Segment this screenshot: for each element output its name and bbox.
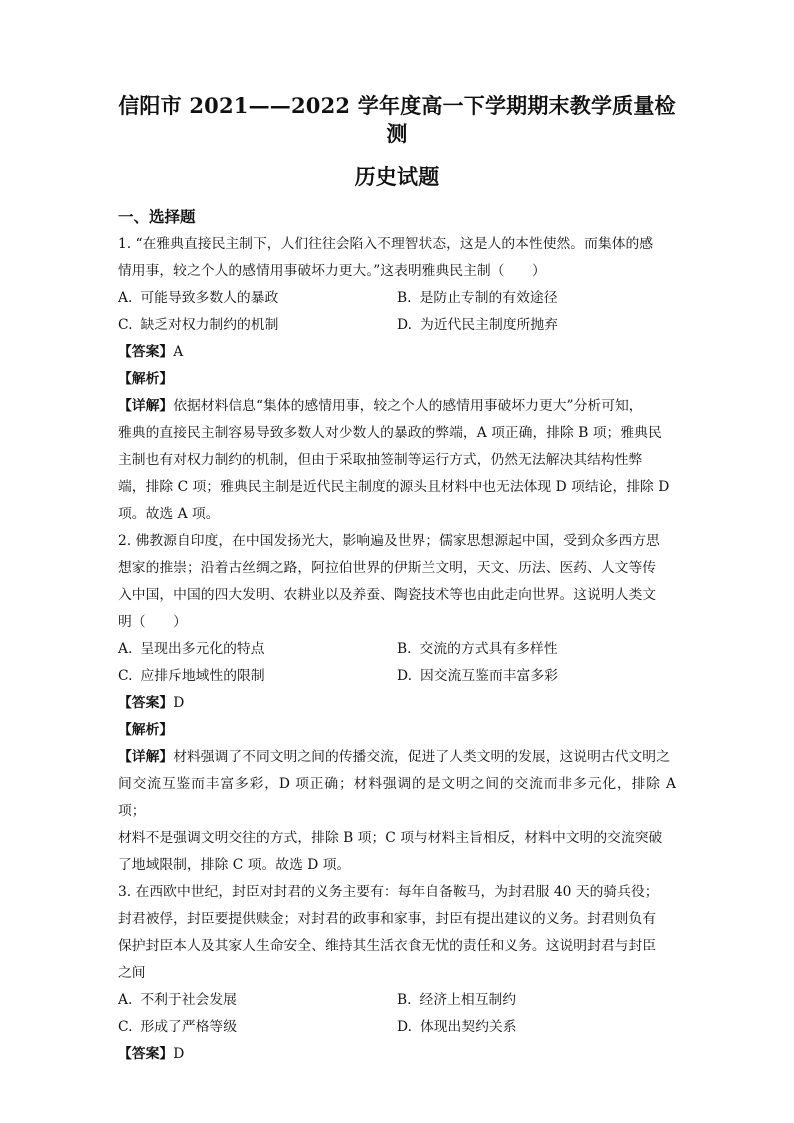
answer-line xyxy=(118,1041,676,1068)
option-text: 可能导致多数人的暴政 xyxy=(140,290,279,306)
option-b xyxy=(397,285,676,312)
option-text: 是防止专制的有效途径 xyxy=(419,290,558,306)
detail-line: 了地域限制，排除 C 项。故选 D 项。 xyxy=(118,857,351,873)
answer-line xyxy=(118,690,676,717)
answer-value: D xyxy=(173,1046,185,1062)
detail-line: 主制也有对权力制约的机制，但由于采取抽签制等运行方式，仍然无法解决其结构性弊 xyxy=(118,452,643,468)
option-a xyxy=(118,285,397,312)
detail-line: 端，排除 C 项；雅典民主制是近代民主制度的源头且材料中也无法体现 D 项结论，排除 D xyxy=(118,479,670,495)
analysis-label: 【解析】 xyxy=(118,722,174,738)
detail-line: 雅典的直接民主制容易导致多数人对少数人的暴政的弊端，A 项正确，排除 B 项；雅典民 xyxy=(118,425,662,441)
option-b xyxy=(397,636,676,663)
option-a xyxy=(118,636,397,663)
options xyxy=(118,285,676,339)
answer-line xyxy=(118,339,676,366)
section-heading: 一、选择题 xyxy=(118,207,196,226)
question-stem-line: 入中国，中国的四大发明、农耕业以及养蚕、陶瓷技术等也由此走向世界。这说明人类文 xyxy=(118,587,657,603)
option-letter: D. xyxy=(397,1019,412,1035)
question-stem-line: 3. 在西欧中世纪，封臣对封君的义务主要有：每年自备鞍马，为封君服 40 天的骑兵役； xyxy=(118,884,659,900)
option-text: 不利于社会发展 xyxy=(140,992,237,1008)
option-text: 因交流互鉴而丰富多彩 xyxy=(419,668,558,684)
options xyxy=(118,987,676,1041)
option-letter: C. xyxy=(118,1019,133,1035)
detail-line xyxy=(118,744,676,771)
option-c xyxy=(118,663,397,690)
option-letter: A. xyxy=(118,641,133,657)
answer-label: 【答案】 xyxy=(118,344,174,360)
option-c xyxy=(118,312,397,339)
option-text: 形成了严格等级 xyxy=(140,1019,238,1035)
question-stem-line: 情用事，较之个人的感情用事破坏力更大。”这表明雅典民主制（ ） xyxy=(118,263,546,279)
option-text: 应排斥地域性的限制 xyxy=(140,668,265,684)
option-text: 体现出契约关系 xyxy=(419,1019,517,1035)
exam-subtitle: 历史试题 xyxy=(354,164,440,189)
question-stem-line: 明（ ） xyxy=(118,614,187,630)
option-letter: A. xyxy=(118,992,133,1008)
detail-line xyxy=(118,393,676,420)
detail-line: 材料不是强调文明交往的方式，排除 B 项；C 项与材料主旨相反，材料中文明的交流突破 xyxy=(118,830,663,846)
option-text: 呈现出多元化的特点 xyxy=(140,641,265,657)
option-a xyxy=(118,987,397,1014)
option-d xyxy=(397,663,676,690)
answer-value: D xyxy=(173,695,185,711)
option-d xyxy=(397,312,676,339)
analysis-label: 【解析】 xyxy=(118,371,174,387)
question-stem-line: 保护封臣本人及其家人生命安全、维持其生活衣食无忧的责任和义务。这说明封君与封臣 xyxy=(118,938,657,954)
question-stem-line: 1. “在雅典直接民主制下，人们往往会陷入不理智状态，这是人的本性使然。而集体的感 xyxy=(118,236,654,252)
option-letter: C. xyxy=(118,668,133,684)
answer-label: 【答案】 xyxy=(118,695,174,711)
option-text: 为近代民主制度所抛弃 xyxy=(419,317,558,333)
option-letter: D. xyxy=(397,317,412,333)
detail-line: 间交流互鉴而丰富多彩，D 项正确；材料强调的是文明之间的交流而非多元化，排除 A 项； xyxy=(118,776,676,819)
option-text: 缺乏对权力制约的机制 xyxy=(140,317,279,333)
option-d xyxy=(397,1014,676,1041)
question-stem-line: 想家的推崇；沿着古丝绸之路，阿拉伯世界的伊斯兰文明，天文、历法、医药、人文等传 xyxy=(118,560,657,576)
question-stem-line: 之间 xyxy=(118,965,146,981)
answer-label: 【答案】 xyxy=(118,1046,174,1062)
option-letter: B. xyxy=(397,290,412,306)
question-stem-line: 封君被俘，封臣要提供赎金；对封君的政事和家事，封臣有提出建议的义务。封君则负有 xyxy=(118,911,657,927)
option-letter: A. xyxy=(118,290,133,306)
option-text: 经济上相互制约 xyxy=(419,992,517,1008)
question-stem-line: 2. 佛教源自印度，在中国发扬光大，影响遍及世界；儒家思想源起中国，受到众多西方思 xyxy=(118,533,660,549)
answer-value: A xyxy=(173,344,184,360)
detail-label: 【详解】 xyxy=(118,749,174,765)
exam-title: 信阳市 2021——2022 学年度高一下学期期末教学质量检测 xyxy=(118,93,676,146)
option-b xyxy=(397,987,676,1014)
question-3 xyxy=(118,879,676,1068)
option-letter: C. xyxy=(118,317,133,333)
option-letter: B. xyxy=(397,641,412,657)
detail-line: 项。故选 A 项。 xyxy=(118,506,220,522)
detail-text: 材料强调了不同文明之间的传播交流，促进了人类文明的发展，这说明古代文明之 xyxy=(173,749,670,765)
question-2 xyxy=(118,528,676,879)
options xyxy=(118,636,676,690)
detail-text: 依据材料信息“集体的感情用事，较之个人的感情用事破坏力更大”分析可知， xyxy=(173,398,643,414)
option-text: 交流的方式具有多样性 xyxy=(419,641,558,657)
option-letter: D. xyxy=(397,668,412,684)
option-c xyxy=(118,1014,397,1041)
detail-label: 【详解】 xyxy=(118,398,174,414)
option-letter: B. xyxy=(397,992,412,1008)
question-1 xyxy=(118,231,676,528)
